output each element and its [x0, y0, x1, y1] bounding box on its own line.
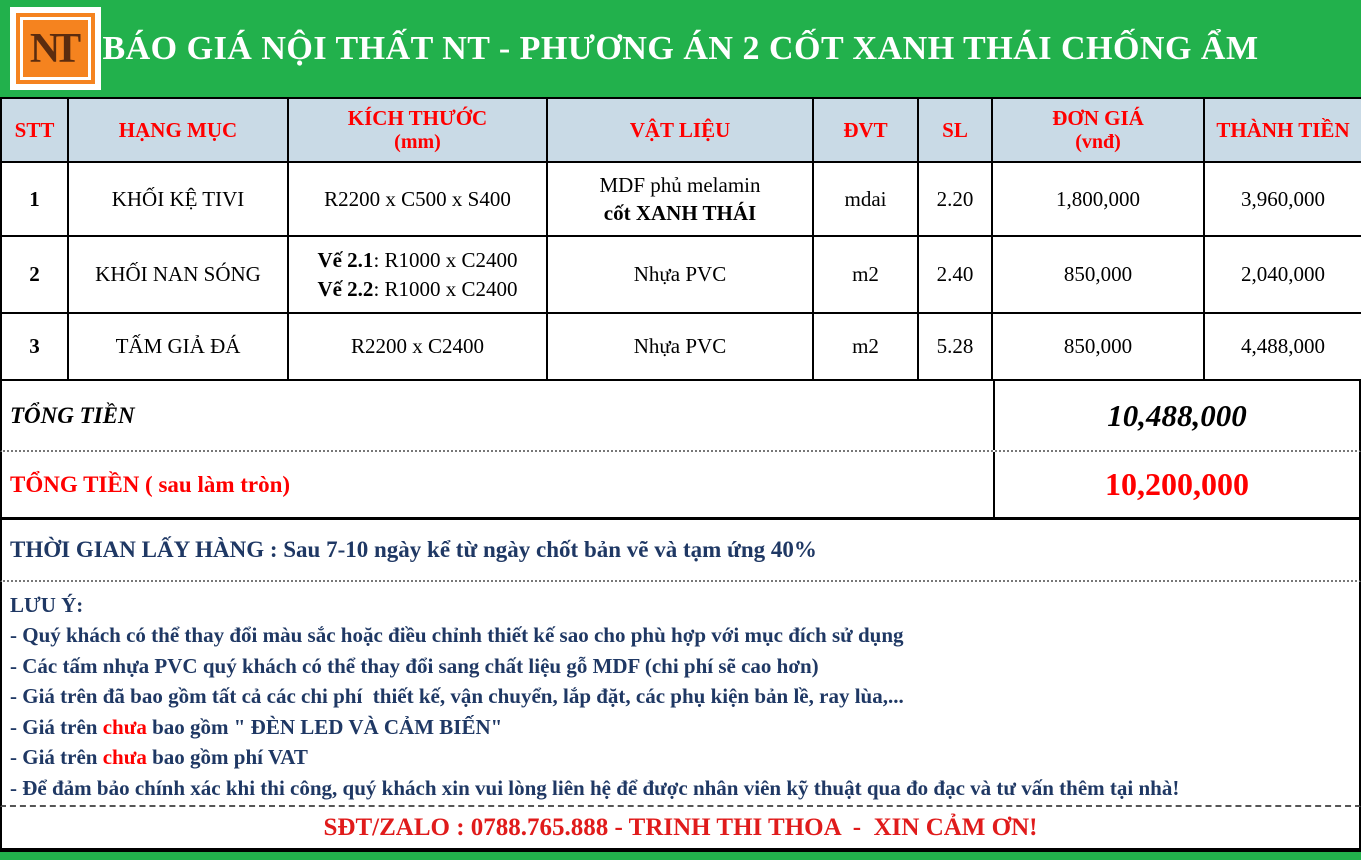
total-rounded-value: 10,200,000: [993, 452, 1359, 517]
column-header: HẠNG MỤC: [68, 98, 288, 162]
table-header-row: [1, 98, 1361, 162]
total-value: 10,488,000: [993, 381, 1359, 450]
table-row: [1, 313, 1361, 380]
note-line: - Giá trên chưa bao gồm phí VAT: [10, 745, 308, 769]
column-header: KÍCH THƯỚC (mm): [288, 98, 547, 162]
cell-qty: 2.40: [918, 236, 992, 313]
company-logo: [10, 7, 101, 90]
note-line: - Để đảm bảo chính xác khi thi công, quý khách xin vui lòng liên hệ để được nhân viên kỹ thuật qua đo đạc và tư vấn thêm tại nhà!: [10, 775, 1180, 800]
logo-monogram: NT: [20, 17, 91, 80]
cell-material: Nhựa PVC: [547, 313, 813, 380]
cell-qty: 5.28: [918, 313, 992, 380]
cell-price: 1,800,000: [992, 162, 1204, 236]
cell-item: TẤM GIẢ ĐÁ: [68, 313, 288, 380]
cell-price: 850,000: [992, 313, 1204, 380]
total-rounded-row: [0, 452, 1361, 520]
column-header: THÀNH TIỀN: [1204, 98, 1361, 162]
cell-unit: m2: [813, 313, 918, 380]
total-label: TỔNG TIỀN: [10, 402, 135, 428]
notes-title: LƯU Ý:: [10, 593, 84, 617]
cell-unit: m2: [813, 236, 918, 313]
cell-stt: 2: [1, 236, 68, 313]
note-line: - Quý khách có thể thay đổi màu sắc hoặc điều chỉnh thiết kế sao cho phù hợp với mục đích sử dụng: [10, 623, 904, 647]
column-header: STT: [1, 98, 68, 162]
cell-total: 2,040,000: [1204, 236, 1361, 313]
cell-size: R2200 x C500 x S400: [288, 162, 547, 236]
note-line: - Giá trên đã bao gồm tất cả các chi phí thiết kế, vận chuyển, lắp đặt, các phụ kiện bản lề, ray lùa,...: [10, 684, 904, 708]
table-row: [1, 236, 1361, 313]
cell-price: 850,000: [992, 236, 1204, 313]
table-row: [1, 162, 1361, 236]
notes-block: [0, 582, 1361, 807]
cell-unit: mdai: [813, 162, 918, 236]
cell-size: Vế 2.1: R1000 x C2400 Vế 2.2: R1000 x C2400: [288, 236, 547, 313]
column-header: ĐVT: [813, 98, 918, 162]
cell-item: KHỐI NAN SÓNG: [68, 236, 288, 313]
column-header: SL: [918, 98, 992, 162]
cell-qty: 2.20: [918, 162, 992, 236]
cell-item: KHỐI KỆ TIVI: [68, 162, 288, 236]
column-header: VẬT LIỆU: [547, 98, 813, 162]
page-title: BÁO GIÁ NỘI THẤT NT - PHƯƠNG ÁN 2 CỐT XANH THÁI CHỐNG ẨM: [102, 29, 1259, 67]
note-line: - Các tấm nhựa PVC quý khách có thể thay đổi sang chất liệu gỗ MDF (chi phí sẽ cao hơn): [10, 653, 819, 678]
footer-contact-line: SĐT/ZALO : 0788.765.888 - TRINH THI THOA - XIN CẢM ƠN!: [0, 807, 1361, 852]
cell-material: Nhựa PVC: [547, 236, 813, 313]
cell-total: 3,960,000: [1204, 162, 1361, 236]
column-header: ĐƠN GIÁ (vnđ): [992, 98, 1204, 162]
cell-stt: 1: [1, 162, 68, 236]
cell-stt: 3: [1, 313, 68, 380]
total-rounded-label: TỔNG TIỀN ( sau làm tròn): [10, 471, 291, 497]
cell-total: 4,488,000: [1204, 313, 1361, 380]
quote-table: [0, 97, 1361, 381]
title-banner: [0, 0, 1361, 97]
cell-size: R2200 x C2400: [288, 313, 547, 380]
logo-orange-box: [16, 13, 95, 84]
total-row: [0, 381, 1361, 452]
cell-material: MDF phủ melamin cốt XANH THÁI: [547, 162, 813, 236]
delivery-time-line: THỜI GIAN LẤY HÀNG : Sau 7-10 ngày kể từ ngày chốt bản vẽ và tạm ứng 40%: [0, 520, 1361, 582]
bottom-green-strip: [0, 852, 1361, 860]
note-line: - Giá trên chưa bao gồm " ĐÈN LED VÀ CẢM BIẾN": [10, 714, 503, 739]
